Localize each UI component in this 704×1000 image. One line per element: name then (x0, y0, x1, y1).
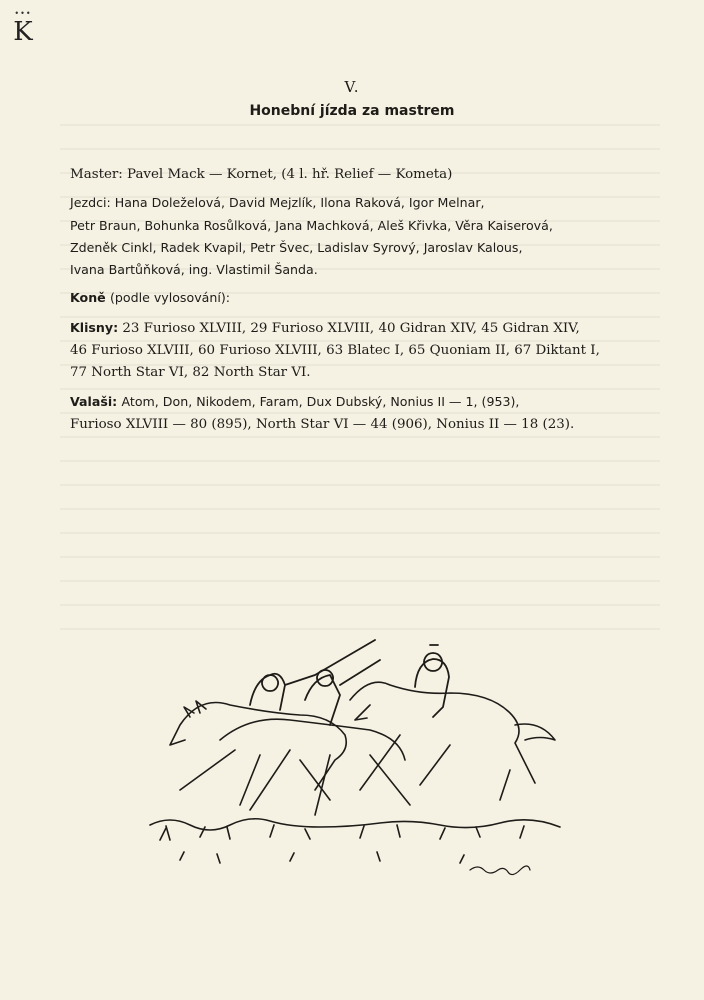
body-text (70, 164, 650, 442)
mares-paragraph (70, 317, 650, 385)
logo-letter: K (13, 17, 33, 47)
geldings-line: Furioso XLVIII — 80 (895), North Star VI — 44 (906), Nonius II — 18 (23). (70, 416, 575, 432)
hunting-horses-illustration (140, 625, 570, 885)
mares-line: 46 Furioso XLVIII, 60 Furioso XLVIII, 63 Blatec I, 65 Quoniam II, 67 Diktant I, (70, 343, 600, 359)
riders-paragraph (70, 192, 650, 281)
mares-line: 23 Furioso XLVIII, 29 Furioso XLVIII, 40 Gidran XIV, 45 Gidran XIV, (122, 320, 580, 336)
riders-line: Petr Braun, Bohunka Rosůlková, Jana Machková, Aleš Křivka, Věra Kaiserová, (70, 217, 553, 233)
page-title: Honební jízda za mastrem (249, 103, 455, 119)
publisher-logo (10, 10, 36, 50)
geldings-paragraph (70, 391, 650, 437)
geldings-line: Atom, Don, Nikodem, Faram, Dux Dubský, Nonius II — 1, (953), (121, 393, 520, 409)
riders-line: Ivana Bartůňková, ing. Vlastimil Šanda. (70, 262, 318, 278)
riders-line: Jezdci: Hana Doleželová, David Mejzlík, Ilona Raková, Igor Melnar, (70, 195, 485, 211)
master-line: Master: Pavel Mack — Kornet, (4 l. hř. Relief — Kometa) (70, 167, 453, 182)
horses-note: (podle vylosování): (109, 290, 231, 306)
mares-label: Klisny: (70, 319, 119, 335)
geldings-label: Valaši: (70, 393, 118, 409)
mares-line: 77 North Star VI, 82 North Star VI. (70, 365, 311, 381)
horses-heading (70, 287, 650, 310)
section-number: V. (344, 78, 360, 96)
logo-dots: ••• (14, 9, 32, 18)
horses-label: Koně (70, 290, 106, 306)
riders-line: Zdeněk Cinkl, Radek Kvapil, Petr Švec, Ladislav Syrový, Jaroslav Kalous, (70, 239, 523, 255)
